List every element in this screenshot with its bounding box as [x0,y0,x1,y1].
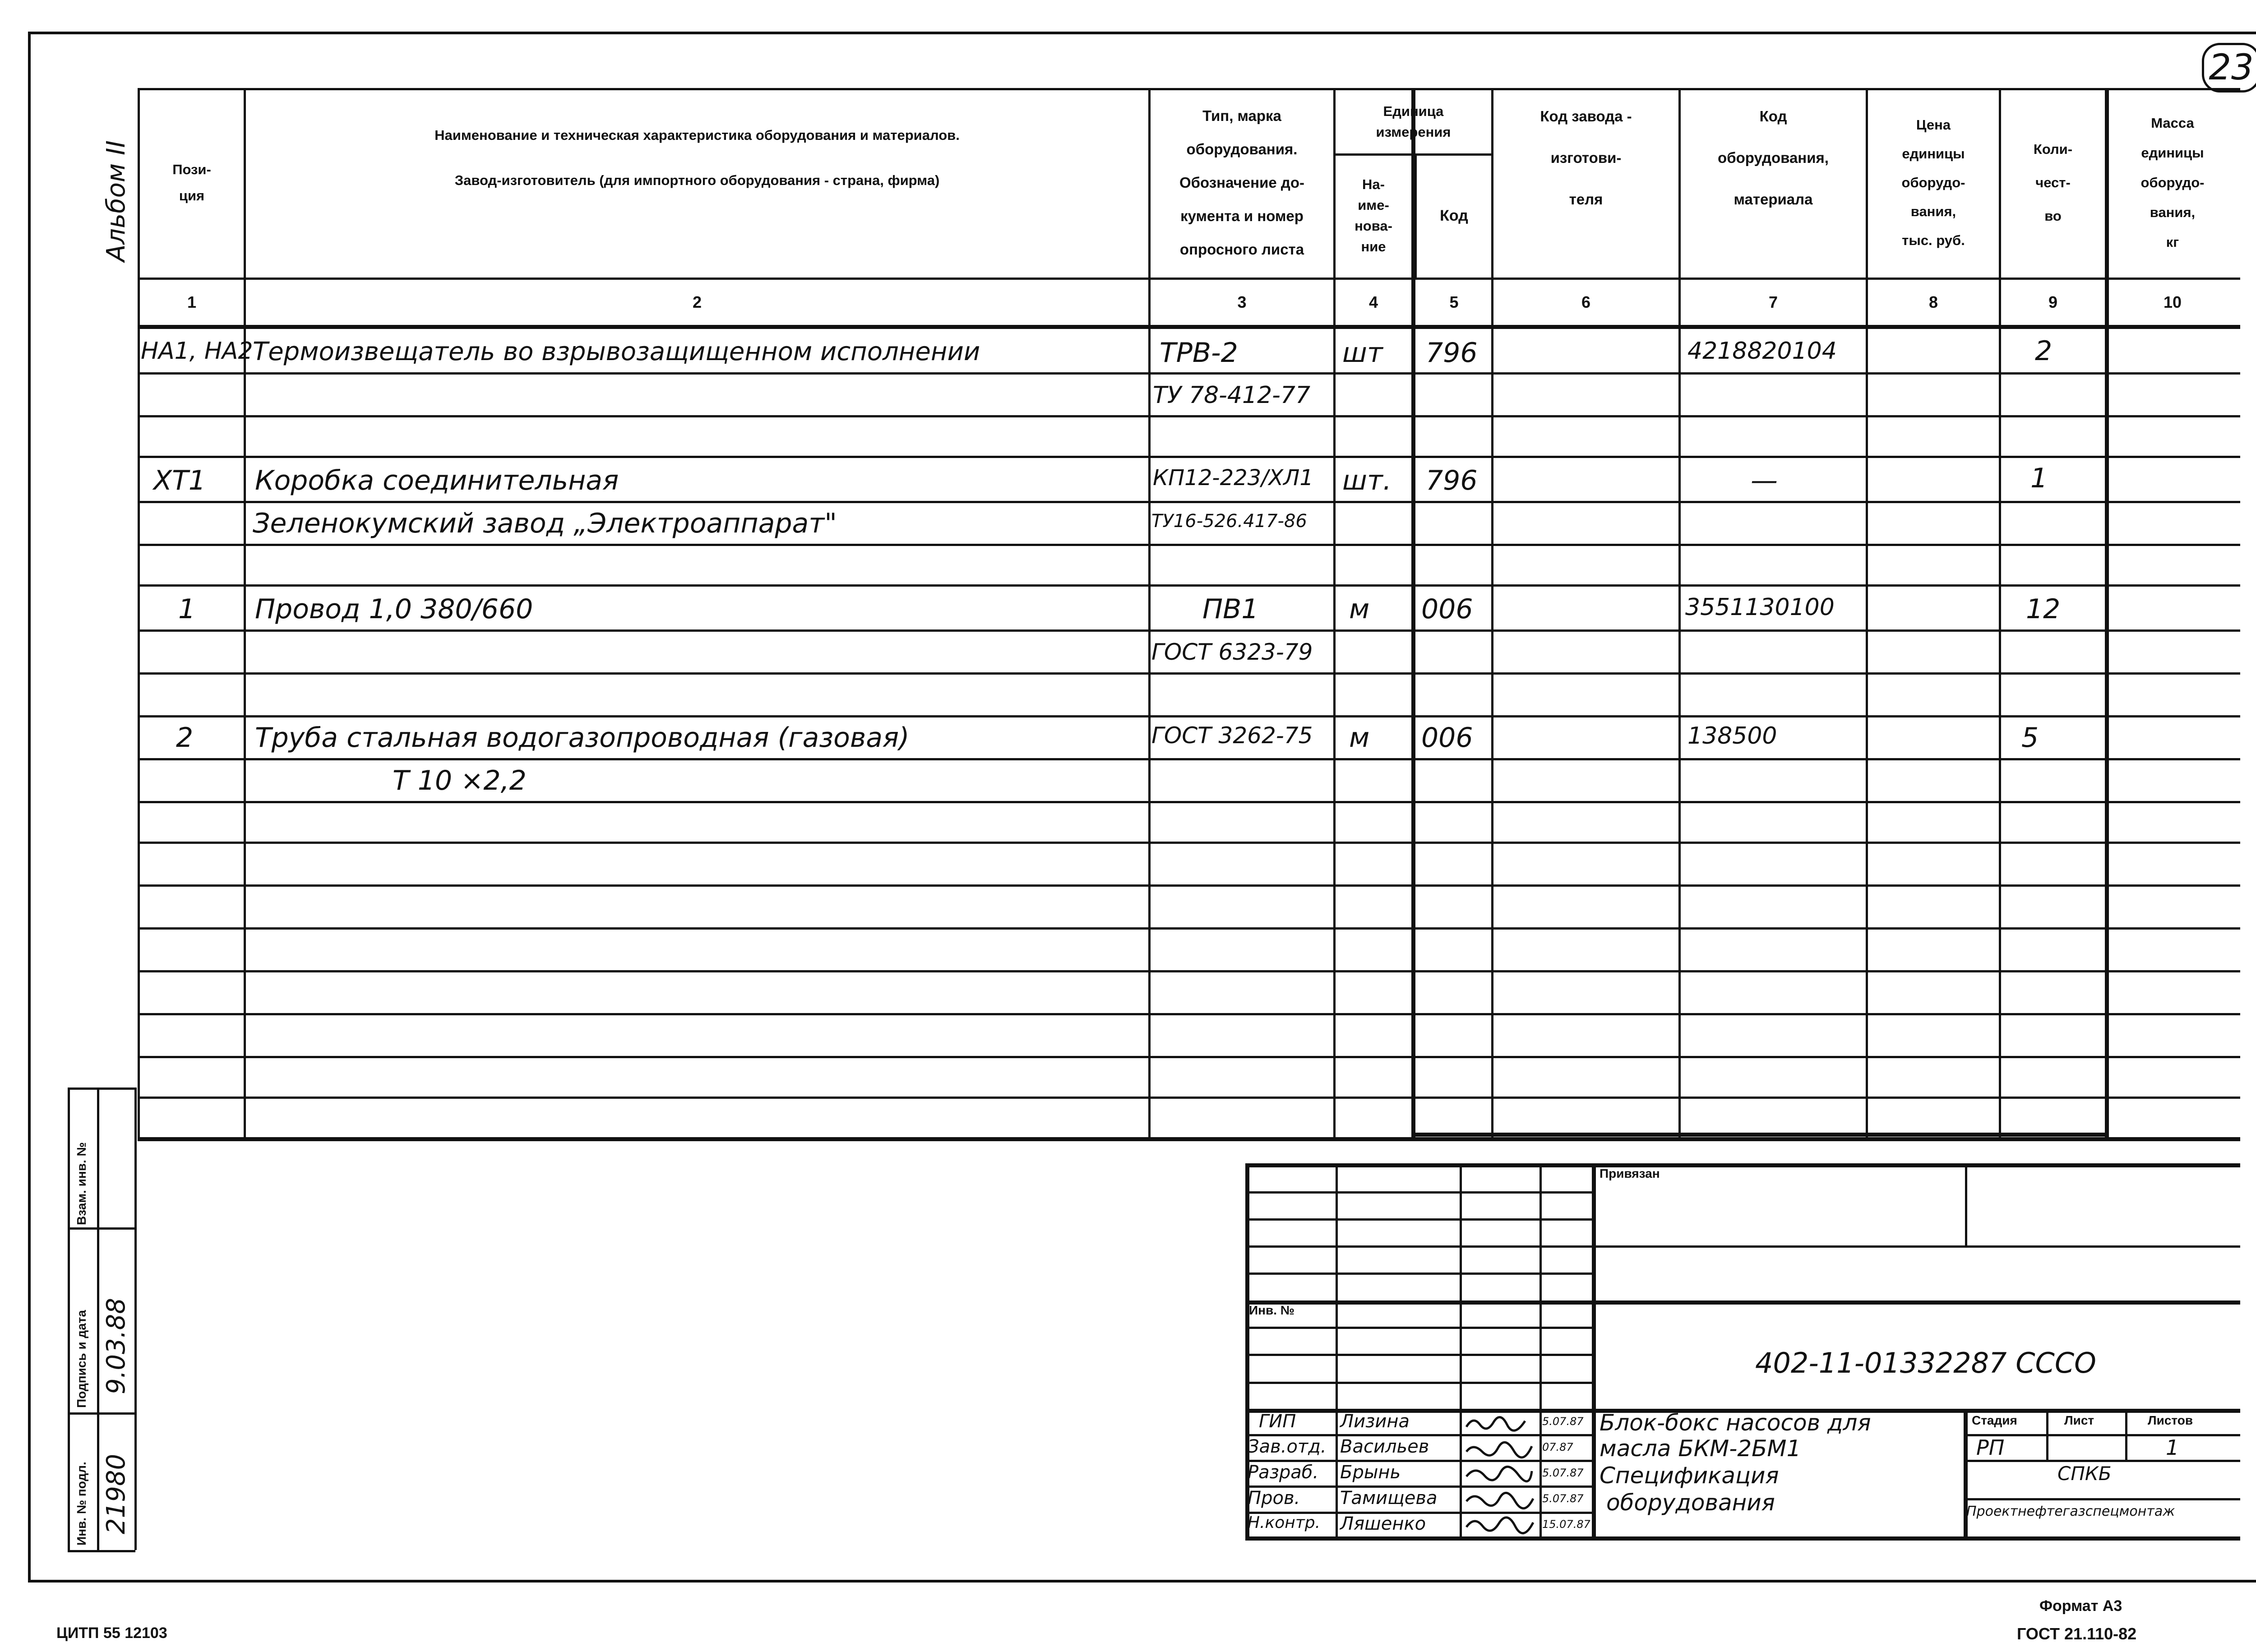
row-position: 2 [176,722,194,754]
col-num-3: 3 [1237,293,1247,311]
row-unit: м [1349,722,1370,754]
stadia-label: Стадия [1972,1413,2017,1427]
col-num-8: 8 [1928,293,1938,311]
role-date: 5.07.87 [1542,1415,1584,1428]
col-num-1: 1 [187,293,197,311]
row-position: HA1, HA2 [141,338,253,365]
title-line-3: Спецификация [1600,1462,1779,1489]
row-name: Т 10 ×2,2 [393,765,527,796]
album-label: Альбом II [102,140,131,262]
row-unit: шт [1342,337,1383,369]
role-name: Ляшенко [1340,1513,1426,1534]
row-name: Провод 1,0 380/660 [255,593,533,625]
title-line-1: Блок-бокс насосов для [1600,1410,1871,1436]
row-equipment-code: — [1751,465,1778,496]
sheet-number-box [2202,43,2256,93]
org-subname: Проектнефтегазспецмонтаж [1966,1504,2175,1519]
gost-label: ГОСТ 21.110-82 [2017,1624,2137,1643]
header-position: Пози- ция [172,162,211,204]
signatures [1462,1409,1541,1537]
row-type: ТУ 78-412-77 [1153,382,1311,409]
row-type: ТРВ-2 [1160,337,1238,369]
side-date-value: 9.03.88 [102,1298,131,1394]
role-label: ГИП [1259,1411,1296,1432]
side-inv-label: Инв. № подл. [74,1462,88,1546]
inv-no-label: Инв. № [1249,1303,1295,1317]
title-line-2: масла БКМ-2БМ1 [1600,1435,1801,1462]
role-name: Васильев [1340,1436,1429,1457]
row-equipment-code: 138500 [1687,722,1777,750]
header-mass: Масса единицы оборудо- вания, кг [2140,115,2205,250]
col-num-2: 2 [692,293,702,311]
sheet-number: 23 [2209,47,2254,88]
role-label: Пров. [1248,1488,1300,1509]
header-maker-code: Код завода - изготови- теля [1540,108,1632,208]
col-num-4: 4 [1368,293,1378,311]
org-name: СПКБ [2057,1462,2112,1485]
role-date: 07.87 [1542,1441,1573,1453]
col-num-10: 10 [2163,293,2182,311]
row-quantity: 2 [2035,335,2053,367]
row-type: ГОСТ 3262-75 [1151,722,1313,749]
header-unit-group: Единица измерения [1376,103,1451,140]
role-name: Тамищева [1340,1488,1438,1509]
row-type: ТУ16-526.417-86 [1151,511,1307,532]
role-date: 5.07.87 [1542,1492,1584,1505]
role-label: Зав.отд. [1248,1436,1327,1457]
row-unit: м [1349,593,1370,625]
title-line-4: оборудования [1606,1490,1775,1516]
row-quantity: 1 [2030,463,2048,494]
row-name: Термоизвещатель во взрывозащищенном исполнении [253,337,980,366]
row-name: Зеленокумский завод „Электроаппарат" [253,508,837,539]
list-label: Лист [2064,1413,2094,1427]
header-quantity: Коли- чест- во [2033,141,2073,224]
role-date: 15.07.87 [1542,1518,1590,1531]
col-num-9: 9 [2048,293,2058,311]
row-type: КП12-223/ХЛ1 [1153,465,1313,491]
row-name: Труба стальная водогазопроводная (газовая) [255,722,910,754]
header-type: Тип, марка оборудования. Обозначение до- кумента и номер опросного листа [1179,107,1304,258]
side-vzam-label: Взам. инв. № [74,1142,88,1225]
side-inv-value: 21980 [102,1453,131,1534]
header-name: Наименование и техническая характеристика оборудования и материалов. Завод-изготовитель (для импортного оборудования - страна, фирма) [435,127,960,188]
role-name: Брынь [1340,1462,1401,1483]
row-type: ГОСТ 6323-79 [1151,639,1313,665]
row-position: 1 [178,593,196,625]
row-quantity: 12 [2026,593,2061,625]
col-num-5: 5 [1449,293,1459,311]
listov-value: 1 [2166,1435,2179,1460]
row-unit: шт. [1342,465,1392,496]
role-name: Лизина [1340,1411,1410,1432]
listov-label: Листов [2148,1413,2193,1427]
role-label: Н.контр. [1248,1513,1321,1532]
header-unit-name: На- име- нова- ние [1355,176,1392,255]
document-code: 402-11-01332287 СССО [1755,1347,2096,1379]
cipt-label: ЦИТП 55 12103 [56,1624,167,1642]
row-unit-code: 006 [1421,593,1473,625]
row-name: Коробка соединительная [255,465,619,496]
header-price: Цена единицы оборудо- вания, тыс. руб. [1901,117,1965,248]
stadia-value: РП [1976,1435,2005,1460]
row-equipment-code: 4218820104 [1687,338,1837,365]
row-unit-code: 006 [1421,722,1473,754]
row-unit-code: 796 [1426,337,1478,369]
role-label: Разраб. [1248,1462,1319,1483]
col-num-7: 7 [1768,293,1778,311]
col-num-6: 6 [1581,293,1591,311]
privyazan-label: Привязан [1600,1166,1660,1180]
format-label: Формат А3 [2039,1597,2122,1615]
row-unit-code: 796 [1426,465,1478,496]
row-equipment-code: 3551130100 [1685,594,1835,621]
side-podpis-label: Подпись и дата [74,1310,88,1408]
row-quantity: 5 [2021,722,2039,754]
row-position: XT1 [153,465,206,496]
header-equipment-code: Код оборудования, материала [1718,108,1829,208]
row-type: ПВ1 [1202,593,1259,625]
role-date: 5.07.87 [1542,1467,1584,1479]
header-unit-code: Код [1440,207,1468,224]
